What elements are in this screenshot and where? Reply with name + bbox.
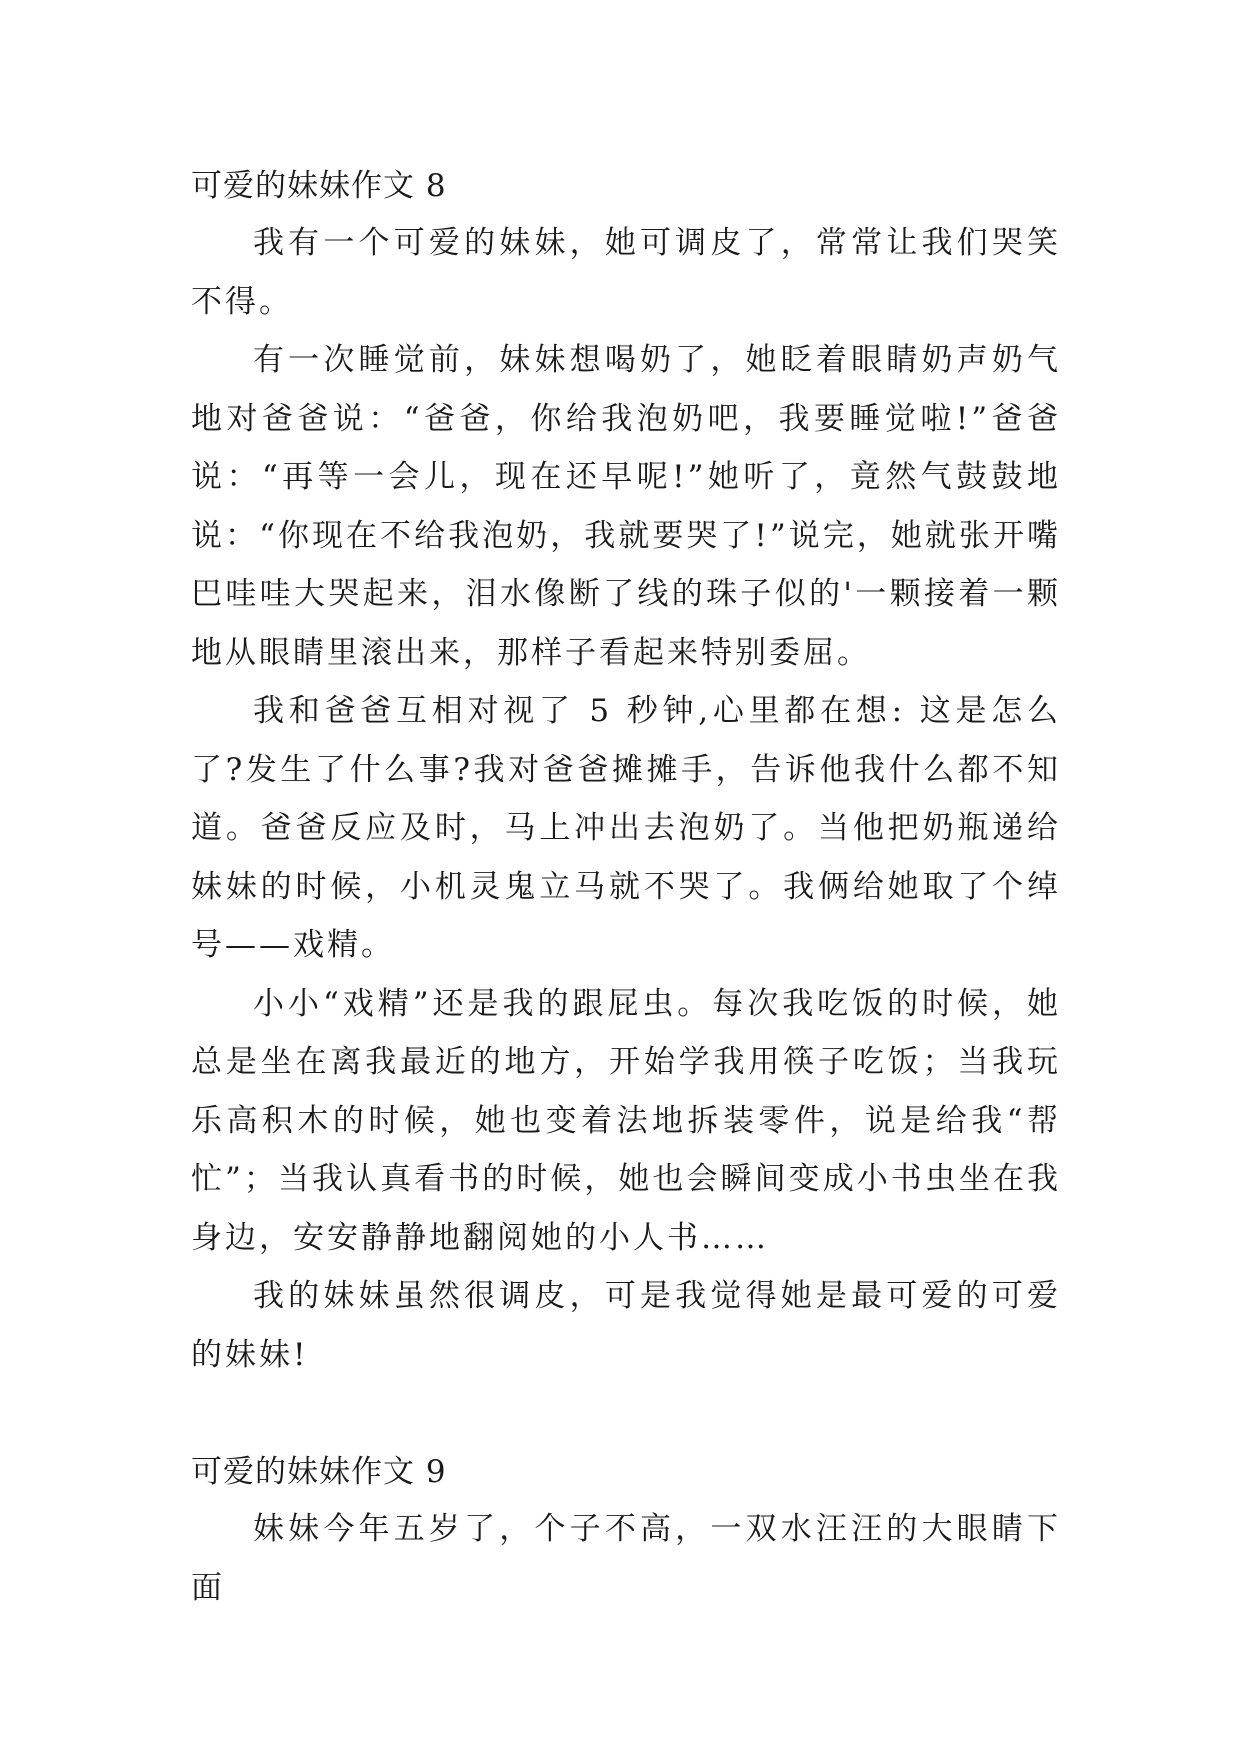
essay-section-9 — [191, 1444, 1061, 1617]
essay-section-8 — [191, 158, 1061, 1384]
essay-paragraph: 我和爸爸互相对视了 5 秒钟,心里都在想: 这是怎么了?发生了什么事?我对爸爸摊摊手，告诉他我什么都不知道。爸爸反应及时，马上冲出去泡奶了。当他把奶瓶递给妹妹的时候，小机灵鬼立马就不哭了。我俩给她取了个绰号——戏精。 — [191, 693, 1061, 963]
essay-title: 可爱的妹妹作文 9 — [191, 1454, 447, 1490]
essay-paragraph: 我的妹妹虽然很调皮，可是我觉得她是最可爱的可爱的妹妹! — [191, 1278, 1061, 1373]
essay-paragraph: 妹妹今年五岁了，个子不高，一双水汪汪的大眼睛下面 — [191, 1511, 1061, 1606]
essay-paragraph: 有一次睡觉前，妹妹想喝奶了，她眨着眼睛奶声奶气地对爸爸说：“爸爸，你给我泡奶吧，我要睡觉啦!”爸爸说：“再等一会儿，现在还早呢!”她听了，竟然气鼓鼓地说：“你现在不给我泡奶，我就要哭了!”说完，她就张开嘴巴哇哇大哭起来，泪水像断了线的珠子似的'一颗接着一颗地从眼睛里滚出来，那样子看起来特别委屈。 — [191, 342, 1061, 671]
essay-title: 可爱的妹妹作文 8 — [191, 168, 447, 204]
essay-paragraph: 我有一个可爱的妹妹，她可调皮了，常常让我们哭笑不得。 — [191, 225, 1061, 320]
document-content — [191, 158, 1061, 1617]
section-spacer — [191, 1384, 1061, 1444]
essay-paragraph: 小小“戏精”还是我的跟屁虫。每次我吃饭的时候，她总是坐在离我最近的地方，开始学我用筷子吃饭；当我玩乐高积木的时候，她也变着法地拆装零件，说是给我“帮忙”；当我认真看书的时候，她也会瞬间变成小书虫坐在我身边，安安静静地翻阅她的小人书…… — [191, 985, 1061, 1256]
